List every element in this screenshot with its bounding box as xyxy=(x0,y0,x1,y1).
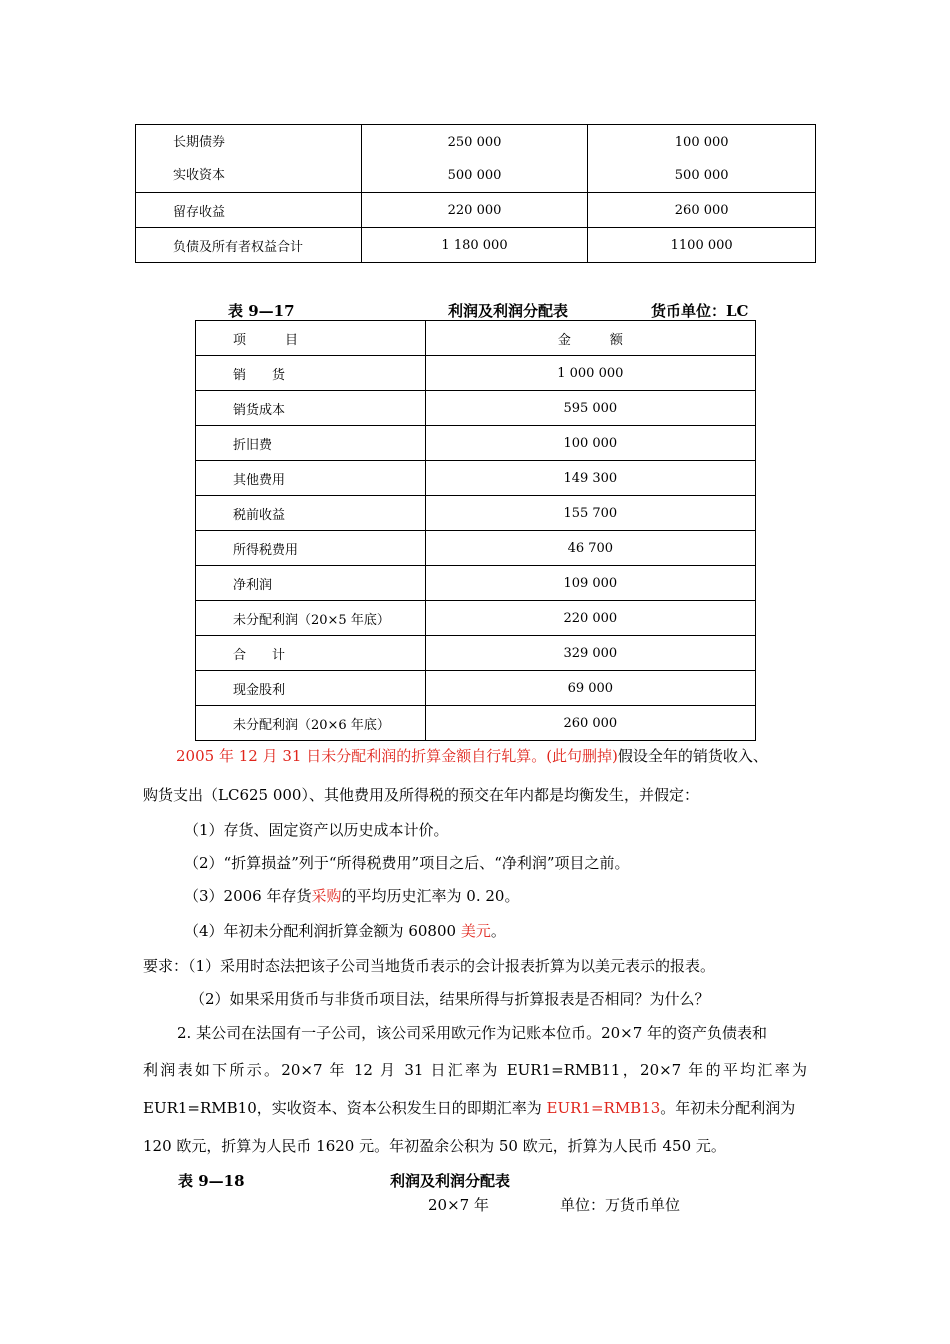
question-2-line-1: 2. 某公司在法国有一子公司，该公司采用欧元作为记账本位币。20×7 年的资产负债表和 xyxy=(177,1024,768,1042)
question-2-line-3 xyxy=(143,1098,795,1118)
table-row xyxy=(196,461,756,496)
question-2-line-2: 利润表如下所示。20×7 年 12 月 31 日汇率为 EUR1=RMB11，20×7 年的平均汇率为 xyxy=(143,1061,807,1079)
text-run: 假设全年的销货收入、 xyxy=(617,747,768,765)
row-label: 实收资本 xyxy=(173,167,226,183)
text-run: 。 xyxy=(490,922,506,940)
cell-value: 220 000 xyxy=(361,193,588,228)
requirement-2: （2）如果采用货币与非货币项目法，结果所得与折算报表是否相同？为什么？ xyxy=(190,990,710,1008)
amount-value: 100 000 xyxy=(425,426,755,461)
cell-value: 500 000 xyxy=(447,167,502,183)
amount-value: 1 000 000 xyxy=(425,356,755,391)
row-label: 现金股利 xyxy=(196,671,426,706)
table-header-row xyxy=(196,321,756,356)
table-row xyxy=(196,566,756,601)
text-run: （4）年初未分配利润折算金额为 60800 xyxy=(184,922,461,940)
column-header-amount: 金 额 xyxy=(425,321,755,356)
amount-value: 260 000 xyxy=(425,706,755,741)
table-id: 表 9—17 xyxy=(228,302,295,320)
deleted-note: 2005 年 12 月 31 日未分配利润的折算金额自行轧算。(此句删掉) xyxy=(176,747,618,765)
table-row xyxy=(196,356,756,391)
cell-value: 500 000 xyxy=(674,167,729,183)
column-header-item: 项 目 xyxy=(196,321,426,356)
row-label: 合 计 xyxy=(196,636,426,671)
table-year: 20×7 年 xyxy=(428,1196,489,1214)
table-title: 利润及利润分配表 xyxy=(390,1172,511,1190)
table-title: 利润及利润分配表 xyxy=(448,302,569,320)
highlight-text: 美元 xyxy=(460,922,491,940)
row-label: 留存收益 xyxy=(136,193,362,228)
paragraph xyxy=(176,746,768,766)
row-label: 其他费用 xyxy=(196,461,426,496)
row-label: 负债及所有者权益合计 xyxy=(136,228,362,263)
cell-value: 250 000 xyxy=(447,134,502,150)
row-label: 净利润 xyxy=(196,566,426,601)
text-run: 的平均历史汇率为 0. 20。 xyxy=(341,887,520,905)
table-id: 表 9—18 xyxy=(178,1172,245,1190)
amount-value: 149 300 xyxy=(425,461,755,496)
table-row xyxy=(136,228,816,263)
cell-value: 260 000 xyxy=(588,193,816,228)
amount-value: 109 000 xyxy=(425,566,755,601)
assumption-2: （2）“折算损益”列于“所得税费用”项目之后、“净利润”项目之前。 xyxy=(184,854,630,872)
table-row xyxy=(196,496,756,531)
table-cell xyxy=(136,125,362,193)
row-label: 销货成本 xyxy=(196,391,426,426)
cell-value: 1 180 000 xyxy=(361,228,588,263)
table-row xyxy=(196,671,756,706)
row-label: 销 货 xyxy=(196,356,426,391)
paragraph: 购货支出（LC625 000）、其他费用及所得税的预交在年内都是均衡发生，并假定： xyxy=(143,786,699,804)
table-cell xyxy=(588,125,816,193)
row-label: 折旧费 xyxy=(196,426,426,461)
table-cell xyxy=(361,125,588,193)
table-row xyxy=(196,531,756,566)
table-row xyxy=(196,636,756,671)
amount-value: 46 700 xyxy=(425,531,755,566)
highlight-text: EUR1=RMB13 xyxy=(546,1099,661,1117)
amount-value: 155 700 xyxy=(425,496,755,531)
assumption-4 xyxy=(184,921,506,941)
row-label: 税前收益 xyxy=(196,496,426,531)
amount-value: 220 000 xyxy=(425,601,755,636)
amount-value: 69 000 xyxy=(425,671,755,706)
assumption-1: （1）存货、固定资产以历史成本计价。 xyxy=(184,821,449,839)
row-label: 未分配利润（20×5 年底） xyxy=(196,601,426,636)
income-statement-table xyxy=(195,320,756,741)
text-run: 。年初未分配利润为 xyxy=(660,1099,796,1117)
table-row xyxy=(136,193,816,228)
cell-value: 100 000 xyxy=(674,134,729,150)
row-label: 未分配利润（20×6 年底） xyxy=(196,706,426,741)
text-run: EUR1=RMB10，实收资本、资本公积发生日的即期汇率为 xyxy=(143,1099,547,1117)
question-2-line-4: 120 欧元，折算为人民币 1620 元。年初盈余公积为 50 欧元，折算为人民币 450 元。 xyxy=(143,1137,726,1155)
table-row xyxy=(196,706,756,741)
table-unit: 单位：万货币单位 xyxy=(560,1196,681,1214)
assumption-3 xyxy=(184,886,519,906)
cell-value: 1100 000 xyxy=(588,228,816,263)
row-label: 所得税费用 xyxy=(196,531,426,566)
table-row xyxy=(196,426,756,461)
table-row xyxy=(136,125,816,193)
row-label: 长期债券 xyxy=(173,134,226,150)
requirement-1: 要求：（1）采用时态法把该子公司当地货币表示的会计报表折算为以美元表示的报表。 xyxy=(143,957,716,975)
text-run: （3）2006 年存货 xyxy=(184,887,312,905)
currency-unit: 货币单位：LC xyxy=(651,302,749,320)
table-row xyxy=(196,391,756,426)
table-row xyxy=(196,601,756,636)
highlight-text: 采购 xyxy=(311,887,342,905)
balance-sheet-fragment xyxy=(135,124,816,263)
amount-value: 329 000 xyxy=(425,636,755,671)
amount-value: 595 000 xyxy=(425,391,755,426)
